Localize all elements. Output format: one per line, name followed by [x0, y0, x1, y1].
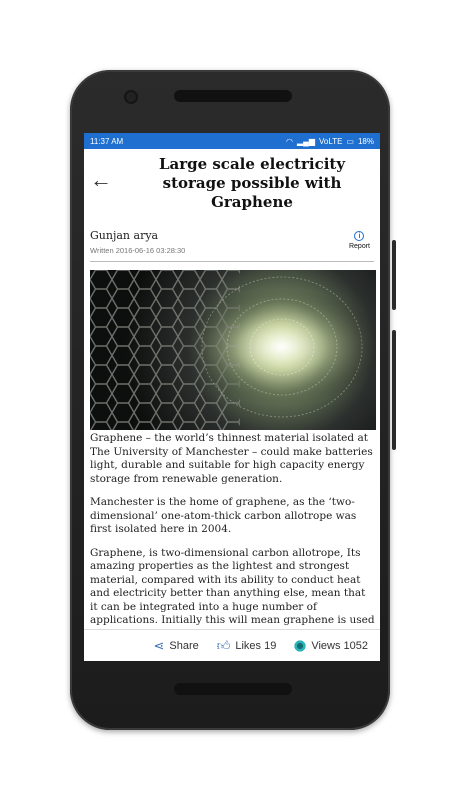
author-name: Gunjan arya [90, 229, 159, 242]
share-button[interactable] [153, 638, 198, 654]
arrow-left-icon[interactable]: ← [90, 167, 112, 192]
article-paragraph: Graphene, is two-dimensional carbon allotrope, Its amazing properties as the lightest and strongest material, compared with its ability to conduct heat and electricity better than anything else, mean that it can be integrated into a huge number of applications. Initially this will mean graphene is used [90, 546, 375, 626]
article-title: Large scale electricity storage possible with Graphene [158, 155, 346, 211]
screen [84, 133, 380, 661]
views-indicator [294, 640, 368, 652]
article-meta [84, 229, 380, 261]
power-button [392, 240, 396, 310]
report-label: Report [348, 243, 370, 250]
report-button[interactable] [349, 231, 370, 250]
share-icon: ⋖ [153, 637, 165, 653]
bottom-speaker [174, 683, 292, 695]
info-icon: i [354, 231, 364, 241]
battery-icon: ▭ [346, 136, 354, 146]
front-camera [126, 92, 136, 102]
action-bar [84, 629, 380, 661]
network-type: VoLTE [319, 136, 343, 146]
volume-button [392, 330, 396, 450]
earpiece-speaker [174, 90, 292, 102]
article-paragraph: Graphene – the world’s thinnest material isolated at The University of Manchester – could make batteries light, durable and suitable for high capacity energy storage from renewable generation. [90, 432, 373, 485]
graphene-pattern [90, 270, 376, 430]
views-label: Views 1052 [311, 639, 368, 652]
article-header [84, 149, 380, 229]
status-bar [84, 133, 380, 149]
status-icons [286, 137, 374, 146]
status-time: 11:37 AM [90, 136, 124, 146]
likes-button[interactable] [217, 638, 277, 654]
article-content [84, 262, 380, 630]
written-timestamp: Written 2016-06-16 03:28:30 [90, 246, 186, 255]
battery-level: 18% [357, 136, 374, 146]
likes-label: Likes 19 [235, 639, 277, 652]
thumbs-up-icon: 👍︎ [216, 637, 231, 653]
eye-icon [294, 640, 306, 652]
article-paragraph: Manchester is the home of graphene, as the ‘two-dimensional’ one-atom-thick carbon allotrope was first isolated here in 2004. [90, 496, 357, 535]
wifi-icon: ◠ [286, 136, 294, 146]
article-image [90, 270, 376, 430]
signal-icon: ▂▄▆ [297, 136, 315, 146]
share-label: Share [169, 639, 199, 652]
